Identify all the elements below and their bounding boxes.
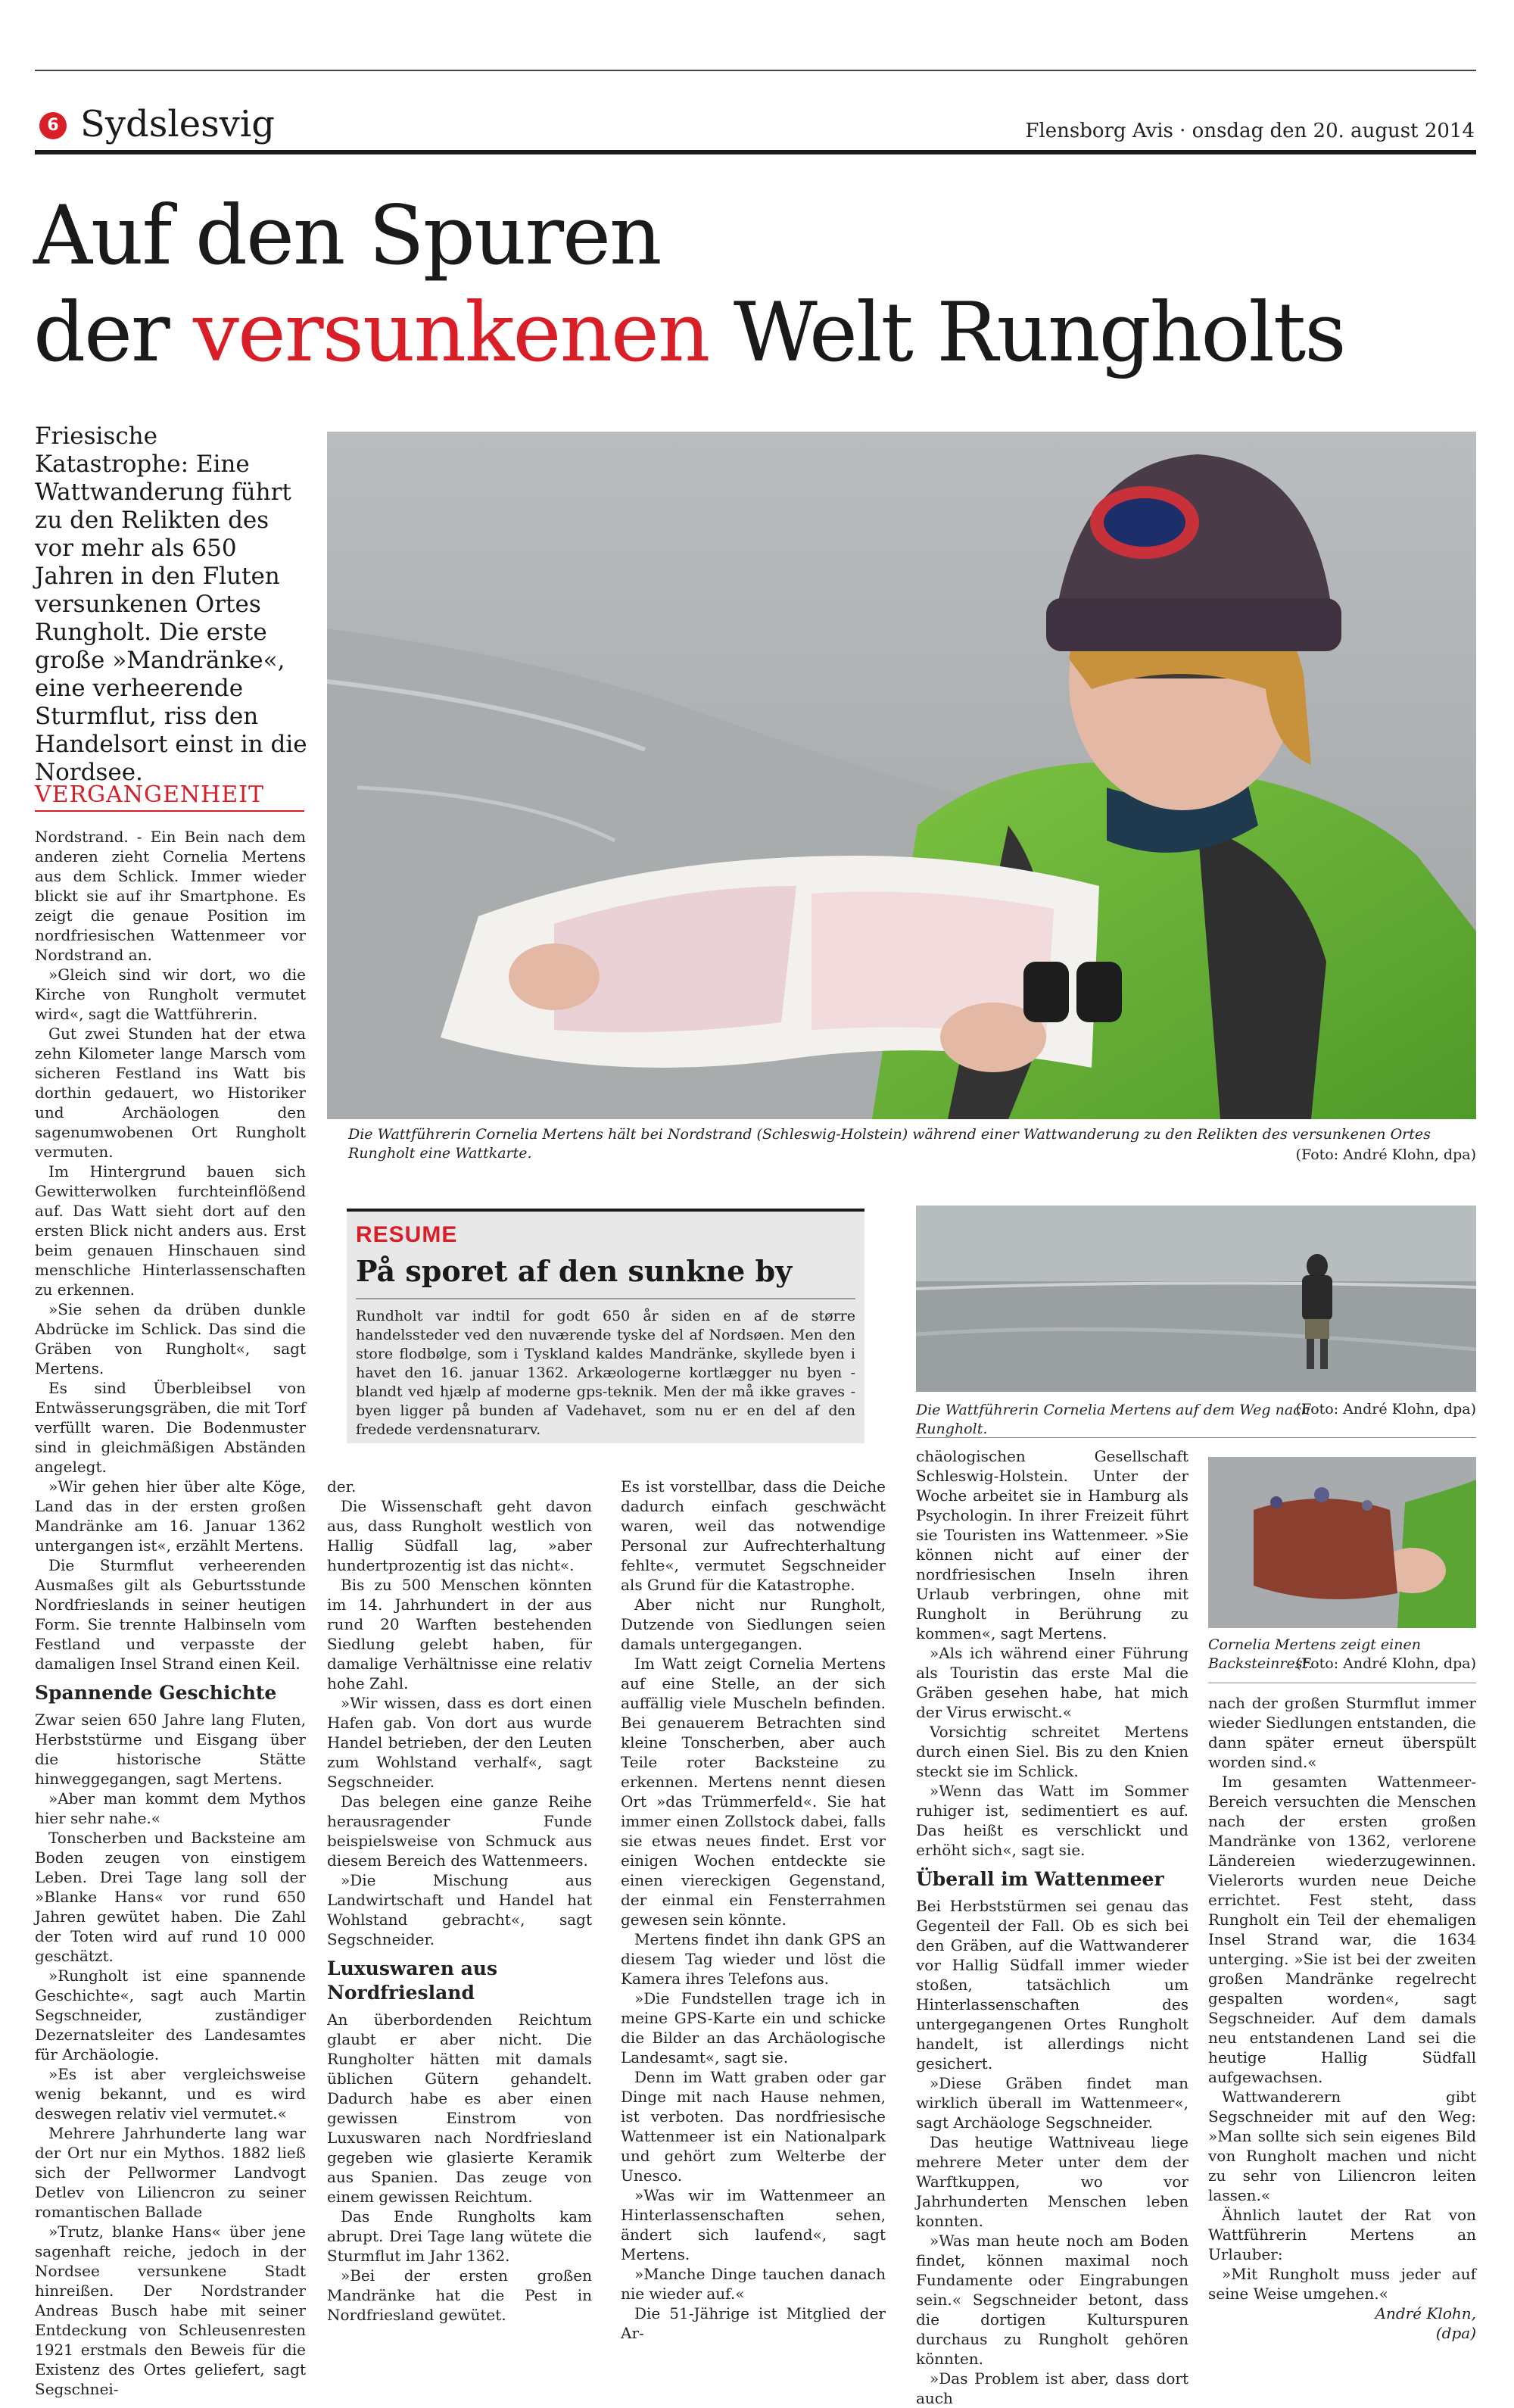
article-column-3 xyxy=(621,1477,886,2343)
main-photo-credit: (Foto: André Klohn, dpa) xyxy=(1295,1146,1476,1163)
paragraph: »Wir wissen, dass es dort einen Hafen gab. Von dort aus wurde Handel betrieben, der den Leuten zum Wohlstand verhalf«, sagt Segschneider. xyxy=(327,1694,592,1791)
walk-photo xyxy=(916,1206,1476,1392)
paragraph: »Manche Dinge tauchen danach nie wieder auf.« xyxy=(621,2265,886,2303)
paragraph: Es ist vorstellbar, dass die Deiche dadurch einfach geschwächt waren, weil das notwendige Personal zur Aufrechterhaltung fehlte«, vermutet Segschneider als Grund für die Katastrophe. xyxy=(621,1477,886,1594)
paragraph: »Diese Gräben findet man wirklich überall im Wattenmeer«, sagt Archäologe Segschneider. xyxy=(916,2074,1188,2132)
paragraph: Im Watt zeigt Cornelia Mertens auf eine Stelle, an der sich auffällig viele Muscheln befinden. Bei genauerem Betrachten sind kleine Tonscherben, aber auch Teile roter Backsteine zu erkennen. Mertens nennt diesen Ort »das Trümmerfeld«. Sie hat immer einen Zollstock dabei, falls sie etwas neues findet. Erst vor einigen Wochen entdeckte sie einen viereckigen Gegenstand, der einmal ein Fensterrahmen gewesen sein könnte. xyxy=(621,1655,886,1929)
resume-text: Rundholt var indtil for godt 650 år siden en af de større handelssteder ved den nuværende tyske del af Nordsøen. Men den store flodbølge, som i Tyskland kaldes Mandränke, skyllede byen i havet den 16. januar 1362. Arkæologerne kortlægger nu byen - blandt ved hjælp af moderne gps-teknik. Men der må ikke graves - byen ligger på bunden af Vadehavet, som nu er en del af den fredede verdensnaturarv. xyxy=(356,1308,855,1438)
headline-text: Welt Rungholts xyxy=(709,285,1345,380)
paragraph: »Die Fundstellen trage ich in meine GPS-Karte ein und schicke die Bilder an das Archäologische Landesamt«, sagt sie. xyxy=(621,1989,886,2066)
paragraph: Im gesamten Wattenmeer-Bereich versuchten die Menschen nach der ersten großen Mandränke von 1362, verlorene Ländereien wiederzugewinnen. Vielerorts wurden neue Deiche errichtet. Fest steht, dass Rungholt ein Teil der ehemaligen Insel Strand war, die 1634 unterging. »Sie ist bei der zweiten großen Mandränke regelrecht gespalten worden«, sagt Segschneider. Auf dem damals neu entstandenen Land sei die heutige Hallig Südfall aufgewachsen. xyxy=(1208,1773,1476,2086)
walk-photo-credit: (Foto: André Klohn, dpa) xyxy=(1295,1401,1476,1418)
paragraph: Gut zwei Stunden hat der etwa zehn Kilometer lange Marsch vom sicheren Festland ins Watt bis dorthin gedauert, wo Historiker und Archäologen den sagenumwobenen Ort Rungholt vermuten. xyxy=(35,1025,306,1161)
paragraph: »Sie sehen da drüben dunkle Abdrücke im Schlick. Das sind die Gräben von Rungholt«, sagt Mertens. xyxy=(35,1300,306,1377)
paragraph: Bis zu 500 Menschen könnten im 14. Jahrhundert in der aus rund 20 Warften bestehenden Siedlung gelebt haben, für damalige Verhältnisse eine relativ hohe Zahl. xyxy=(327,1576,592,1692)
resume-title: På sporet af den sunkne by xyxy=(356,1254,793,1288)
author-signature: André Klohn, xyxy=(1375,2304,1476,2322)
brick-photo-illustration xyxy=(1208,1457,1476,1628)
paragraph: »Rungholt ist eine spannende Geschichte«, sagt auch Martin Segschneider, zuständiger Dezernatsleiter des Landesamtes für Archäologie. xyxy=(35,1967,306,2063)
headline-line-1: Auf den Spuren xyxy=(33,189,661,283)
article-column-2 xyxy=(327,1477,592,2325)
paragraph: Zwar seien 650 Jahre lang Fluten, Herbststürme und Eisgang über die historische Stätte hinweggegangen, sagt Mertens. xyxy=(35,1711,306,1788)
article-column-1 xyxy=(35,827,306,2399)
paragraph: Mehrere Jahrhunderte lang war der Ort nur ein Mythos. 1882 ließ sich der Pellwormer Landvogt Detlev von Liliencron zu seiner romantischen Ballade xyxy=(35,2124,306,2221)
headline-text: der xyxy=(33,285,194,380)
article-column-5 xyxy=(1208,1693,1476,2343)
brick-photo xyxy=(1208,1457,1476,1628)
paragraph: »Das Problem ist aber, dass dort auch xyxy=(916,2369,1188,2407)
headline xyxy=(33,188,1487,382)
divider xyxy=(916,1437,1476,1438)
paragraph: »Was man heute noch am Boden findet, können maximal noch Fundamente oder Eingrabungen sein.« Segschneider betont, dass die dortigen Kulturspuren durchaus zu Rungholt gehören könnten. xyxy=(916,2232,1188,2368)
author-agency: (dpa) xyxy=(1435,2324,1476,2342)
paragraph: Das Ende Rungholts kam abrupt. Drei Tage lang wütete die Sturmflut im Jahr 1362. xyxy=(327,2207,592,2265)
paragraph: Vorsichtig schreitet Mertens durch einen Siel. Bis zu den Knien steckt sie im Schlick. xyxy=(916,1723,1188,1780)
section-name: Sydslesvig xyxy=(80,103,275,145)
resume-rule xyxy=(356,1298,855,1299)
dateline: Flensborg Avis · onsdag den 20. august 2014 xyxy=(1025,120,1475,142)
paragraph: Die Wissenschaft geht davon aus, dass Rungholt westlich von Hallig Südfall lag, »aber hundertprozentig ist das nicht«. xyxy=(327,1497,592,1574)
paragraph: »Die Mischung aus Landwirtschaft und Handel hat Wohlstand gebracht«, sagt Segschneider. xyxy=(327,1871,592,1948)
paragraph: »Aber man kommt dem Mythos hier sehr nahe.« xyxy=(35,1789,306,1827)
paragraph: Denn im Watt graben oder gar Dinge mit nach Hause nehmen, ist verboten. Das nordfriesische Wattenmeer ist ein Nationalpark und gehört zum Welterbe der Unesco. xyxy=(621,2068,886,2185)
paragraph: Aber nicht nur Rungholt, Dutzende von Siedlungen seien damals untergegangen. xyxy=(621,1595,886,1653)
kicker-rule xyxy=(35,810,304,812)
paragraph: Bei Herbststürmen sei genau das Gegenteil der Fall. Ob es sich bei den Gräben, auf die Wattwanderer vor Hallig Südfall immer wieder stoßen, tatsächlich um Hinterlassenschaften des untergegangenen Ortes Rungholt handelt, ist allerdings nicht gesichert. xyxy=(916,1897,1188,2073)
resume-top-rule xyxy=(347,1209,864,1212)
paragraph: Mertens findet ihn dank GPS an diesem Tag wieder und löst die Kamera ihres Telefons aus. xyxy=(621,1930,886,1988)
header-rule xyxy=(35,150,1476,154)
paragraph: nach der großen Sturmflut immer wieder Siedlungen entstanden, die dann später erneut überspült worden sind.« xyxy=(1208,1694,1476,1771)
paragraph: »Mit Rungholt muss jeder auf seine Weise umgehen.« xyxy=(1208,2265,1476,2303)
paragraph: Wattwanderern gibt Segschneider mit auf den Weg: »Man sollte sich sein eigenes Bild von Rungholt machen und nicht zu sehr von Liliencron leiten lassen.« xyxy=(1208,2088,1476,2204)
paragraph: Tonscherben und Backsteine am Boden zeugen von einstigem Leben. Drei Tage lang soll der »Blanke Hans« vor rund 650 Jahren gewütet haben. Die Zahl der Toten wird auf rund 10 000 geschätzt. xyxy=(35,1829,306,1965)
walk-photo-caption: Die Wattführerin Cornelia Mertens auf dem Weg nach Rungholt. xyxy=(916,1402,1311,1437)
brick-photo-credit: (Foto: André Klohn, dpa) xyxy=(1295,1655,1476,1672)
resume-box xyxy=(347,1209,864,1443)
page-number-badge: 6 xyxy=(39,112,67,139)
paragraph: »Trutz, blanke Hans« über jene sagenhaft reiche, jedoch in der Nordsee versunkene Stadt hinreißen. Der Nordstrander Andreas Busch habe mit seiner Entdeckung von Schleusenresten 1921 erstmals den Beweis für die Existenz des Ortes geliefert, sagt Segschnei- xyxy=(35,2222,306,2398)
paragraph: »Es ist aber vergleichsweise wenig bekannt, und es wird deswegen relativ viel vermutet.« xyxy=(35,2065,306,2123)
subheading: Spannende Geschichte xyxy=(35,1682,277,1704)
paragraph: »Bei der ersten großen Mandränke hat die Pest in Nordfriesland gewütet. xyxy=(327,2266,592,2324)
paragraph: »Was wir im Wattenmeer an Hinterlassenschaften sehen, ändert sich laufend«, sagt Mertens. xyxy=(621,2186,886,2263)
paragraph: der. xyxy=(327,1477,357,1496)
main-photo-illustration xyxy=(327,432,1476,1119)
main-photo xyxy=(327,432,1476,1119)
kicker: VERGANGENHEIT xyxy=(35,781,265,808)
brick-photo-caption: Cornelia Mertens zeigt einen Backsteinrest. xyxy=(1208,1636,1421,1672)
paragraph: »Wir gehen hier über alte Köge, Land das in der ersten großen Mandränke am 16. Januar 1362 untergangen ist«, erzählt Mertens. xyxy=(35,1477,306,1555)
paragraph: Es sind Überbleibsel von Entwässerungsgräben, die mit Torf verfüllt waren. Die Bodenmuster sind in gleichmäßigen Abständen angelegt. xyxy=(35,1379,306,1476)
subheading: Luxuswaren aus Nordfriesland xyxy=(327,1957,498,2004)
paragraph: Das belegen eine ganze Reihe herausragender Funde beispielsweise von Schmuck aus diesem Bereich des Wattenmeers. xyxy=(327,1792,592,1870)
top-rule xyxy=(35,70,1476,71)
headline-highlight: versunkenen xyxy=(193,285,709,380)
paragraph: Im Hintergrund bauen sich Gewitterwolken furchteinflößend auf. Das Watt sieht dort auf den ersten Blick nicht anders aus. Erst beim genauen Hinschauen sind menschliche Hinterlassenschaften zu erkennen. xyxy=(35,1162,306,1299)
paragraph: »Gleich sind wir dort, wo die Kirche von Rungholt vermutet wird«, sagt die Wattführerin. xyxy=(35,965,306,1023)
paragraph: Die Sturmflut verheerenden Ausmaßes gilt als Geburtsstunde Nordfrieslands in seiner heutigen Form. Sie trennte Halbinseln vom Festland und verpasste der damaligen Insel Strand einen Keil. xyxy=(35,1556,306,1673)
resume-tag: RESUME xyxy=(356,1222,458,1247)
walk-photo-illustration xyxy=(916,1206,1476,1392)
paragraph: Die 51-Jährige ist Mitglied der Ar- xyxy=(621,2304,886,2342)
paragraph: »Als ich während einer Führung als Touristin das erste Mal die Gräben gesehen habe, hat mich der Virus erwischt.« xyxy=(916,1644,1188,1721)
paragraph: »Wenn das Watt im Sommer ruhiger ist, sedimentiert es auf. Das heißt es verschlickt und erhöht sich«, sagt sie. xyxy=(916,1782,1188,1859)
main-photo-caption: Die Wattführerin Cornelia Mertens hält bei Nordstrand (Schleswig-Holstein) während einer Wattwanderung zu den Relikten des versunkenen Ortes Rungholt eine Wattkarte. xyxy=(348,1126,1431,1162)
lead-paragraph: Friesische Katastrophe: Eine Wattwanderung führt zu den Relikten des vor mehr als 650 Jahren in den Fluten versunkenen Ortes Rungholt. Die erste große »Mandränke«, eine verheerende Sturmflut, riss den Handelsort einst in die Nordsee. xyxy=(35,423,307,786)
paragraph: Ähnlich lautet der Rat von Wattführerin Mertens an Urlauber: xyxy=(1208,2206,1476,2263)
paragraph: chäologischen Gesellschaft Schleswig-Holstein. Unter der Woche arbeitet sie in Hamburg als Psychologin. In ihrer Freizeit führt sie Touristen ins Wattenmeer. »Sie können nicht auf einer der nordfriesischen Inseln ihren Urlaub verbringen, ohne mit Rungholt in Berührung zu kommen«, sagt Mertens. xyxy=(916,1447,1188,1642)
paragraph: An überbordenden Reichtum glaubt er aber nicht. Die Rungholter hätten mit damals üblichen Gütern gehandelt. Dadurch habe es aber einen gewissen Einstrom von Luxuswaren nach Nordfriesland gegeben wie glasierte Keramik aus Spanien. Das zeuge von einem gewissen Reichtum. xyxy=(327,2010,592,2206)
article-column-4 xyxy=(916,1446,1188,2408)
headline-line-2 xyxy=(33,285,1487,382)
subheading: Überall im Wattenmeer xyxy=(916,1868,1164,1890)
paragraph: Das heutige Wattniveau liege mehrere Meter unter dem der Warftkuppen, wo vor Jahrhunderten Menschen leben konnten. xyxy=(916,2133,1188,2230)
paragraph: Nordstrand. - Ein Bein nach dem anderen zieht Cornelia Mertens aus dem Schlick. Immer wieder blickt sie auf ihr Smartphone. Es zeigt die genaue Position im nordfriesischen Wattenmeer vor Nordstrand an. xyxy=(35,828,306,964)
